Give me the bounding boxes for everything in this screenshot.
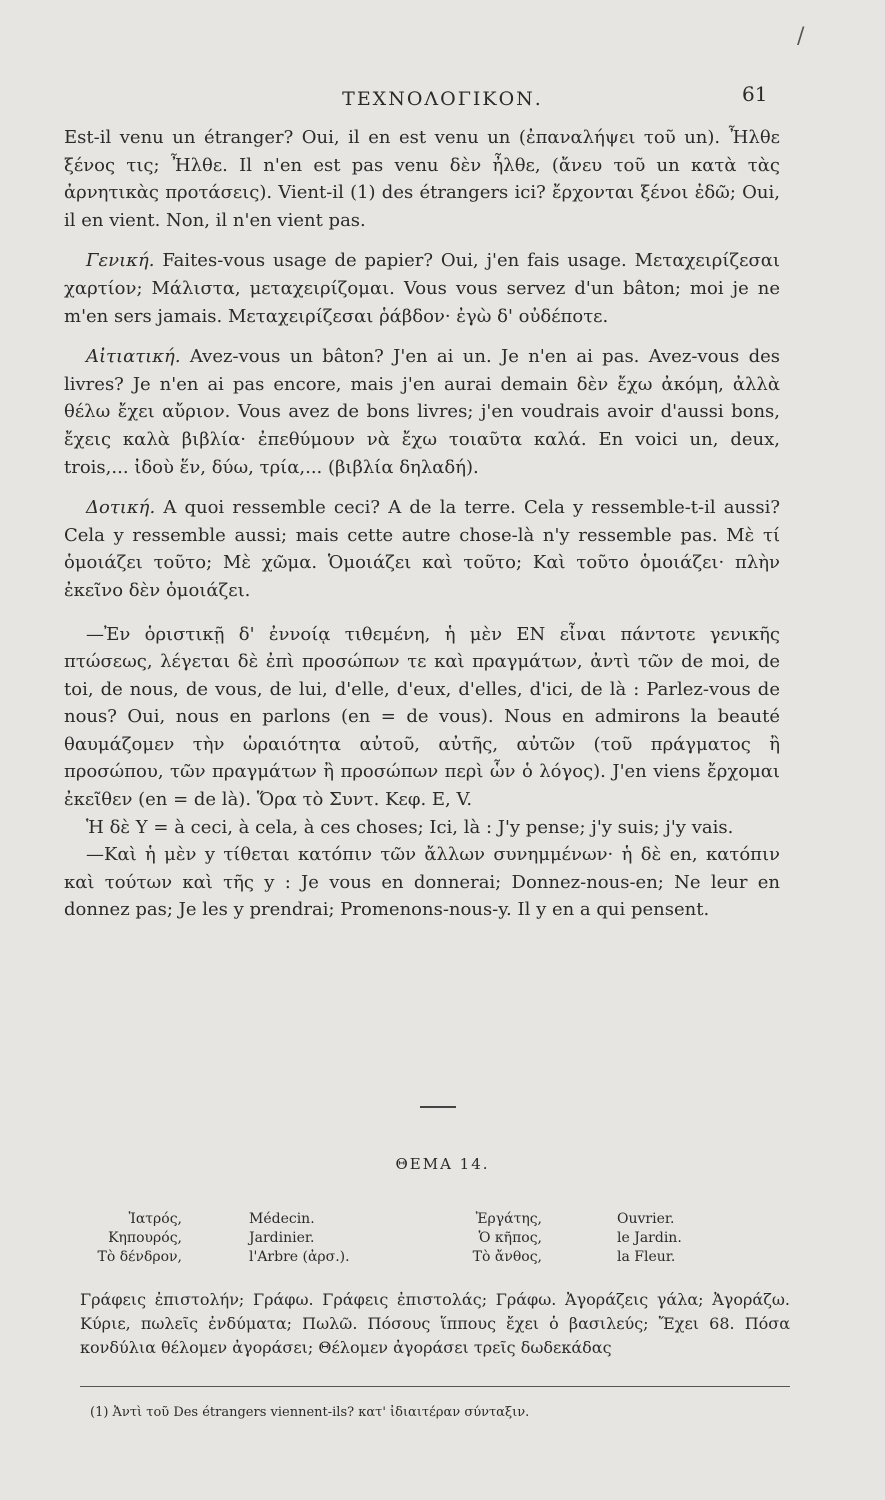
paragraph-1: Est-il venu un étranger? Oui, il en est venu un (ἐπαναλήψει τοῦ un). Ἦλθε ξένος τις; Ἦλθε. Il n'en est pas venu δὲν ἦλθε, (ἄνευ τοῦ un κατὰ τὰς ἀρνητικὰς προτάσεις). Vient-il (1) des étrangers ici? ἔρχονται ξένοι ἐδῶ; Oui, il en vient. Non, il n'en vient pas. [64, 127, 780, 231]
vocab-greek-right [447, 1210, 542, 1267]
vocab-word: Ἐργάτης, [475, 1211, 542, 1227]
paragraph-y-rule: Ἡ δὲ Y = à ceci, à cela, à ces choses; Ici, là : J'y pense; j'y suis; j'y vais. [86, 816, 734, 838]
vocab-word: Ouvrier. [617, 1211, 675, 1227]
paragraph-en-rule: —Ἐν ὁριστικῇ δ' ἐννοίᾳ τιθεμένη, ἡ μὲν EN εἶναι πάντοτε γενικῆς πτώσεως, λέγεται δὲ ἐπὶ προσώπων τε καὶ πραγμάτων, ἀντὶ τῶν de moi, de toi, de nous, de vous, de lui, d'elle, d'eux, d'elles, d'ici, de là : Parlez-vous de nous? Oui, nous en parlons (en = de vous). Nous en admirons la beauté θαυμάζομεν τὴν ὡραιότητα αὐτοῦ, αὐτῆς, αὐτῶν (τοῦ πράγματος ἢ προσώπου, τῶν πραγμάτων ἢ προσώπων περὶ ὧν ὁ λόγος). J'en viens ἔρχομαι ἐκεῖθεν (en = de là). Ὅρα τὸ Συντ. Κεφ. E, V. [64, 623, 780, 811]
case-label-accusative: Αἰτιατική. [86, 346, 181, 368]
vocab-word: la Fleur. [617, 1249, 676, 1265]
vocab-word: Κηπουρός, [108, 1230, 182, 1246]
vocab-french-left [249, 1210, 350, 1267]
paragraph-genitive-text: Faites-vous usage de papier? Oui, j'en fais usage. Μεταχειρίζεσαι χαρτίον; Μάλιστα, μεταχειρίζομαι. Vous vous servez d'un bâton; moi je ne m'en sers jamais. Μεταχειρίζεσαι ῥάβδον· ἐγὼ δ' οὐδέποτε. [64, 250, 780, 327]
vocab-word: Τὸ ἄνθος, [472, 1249, 542, 1265]
paragraph-dative-text: A quoi ressemble ceci? A de la terre. Cela y ressemble-t-il aussi? Cela y ressemble aussi; mais cette autre chose-là n'y ressemble pas. Μὲ τί ὁμοιάζει τοῦτο; Μὲ χῶμα. Ὁμοιάζει καὶ τοῦτο; Καὶ τοῦτο ὁμοιάζει· πλὴν ἐκεῖνο δὲν ὁμοιάζει. [64, 497, 780, 601]
vocab-greek-left [92, 1210, 182, 1267]
case-label-genitive: Γενική. [86, 250, 155, 272]
paragraph-genitive [64, 247, 780, 330]
paragraph-accusative [64, 343, 780, 481]
vocab-word: Ὁ κῆπος, [478, 1230, 542, 1246]
vocab-word: Τὸ δένδρον, [97, 1249, 182, 1265]
vocab-word: le Jardin. [617, 1230, 682, 1246]
vocab-french-right [617, 1210, 682, 1267]
theme-title: ΘΕΜΑ 14. [395, 1155, 490, 1173]
corner-mark: / [797, 24, 805, 49]
vocab-word: Ἰατρός, [128, 1211, 182, 1227]
footnote: (1) Ἀντὶ τοῦ Des étrangers viennent-ils? κατ' ἰδιαιτέραν σύνταξιν. [90, 1405, 530, 1420]
vocab-word: l'Arbre (ἀρσ.). [249, 1249, 350, 1265]
vocab-word: Médecin. [249, 1211, 315, 1227]
running-header-title: ΤΕΧΝΟΛΟΓΙΚΟΝ. [342, 88, 543, 110]
section-divider [420, 1106, 456, 1108]
paragraph-dative [64, 494, 780, 604]
case-label-dative: Δοτική. [86, 497, 156, 519]
paragraph-order-rule: —Καὶ ἡ μὲν y τίθεται κατόπιν τῶν ἄλλων συνημμένων· ἡ δὲ en, κατόπιν καὶ τούτων καὶ τῆς y : Je vous en donnerai; Donnez-nous-en; Ne leur en donnez pas; Je les y prendrai; Promenons-nous-y. Il y en a qui pensent. [64, 844, 780, 921]
page-number: 61 [742, 82, 768, 106]
vocab-word: Jardinier. [249, 1230, 315, 1246]
exercise-text: Γράφεις ἐπιστολήν; Γράφω. Γράφεις ἐπιστολάς; Γράφω. Ἀγοράζεις γάλα; Ἀγοράζω. Κύριε, πωλεῖς ἐνδύματα; Πωλῶ. Πόσους ἵππους ἔχει ὁ βασιλεύς; Ἔχει 68. Πόσα κονδύλια θέλομεν ἀγοράσει; Θέλομεν ἀγοράσει τρεῖς δωδεκάδας [80, 1290, 790, 1357]
main-text [64, 124, 780, 924]
footnote-rule [80, 1386, 790, 1387]
vocabulary-list [92, 1210, 812, 1280]
paragraph-accusative-text: Avez-vous un bâton? J'en ai un. Je n'en ai pas. Avez-vous des livres? Je n'en ai pas encore, mais j'en aurai demain δὲν ἔχω ἀκόμη, ἀλλὰ θέλω ἔχει αὔριον. Vous avez de bons livres; j'en voudrais avoir d'aussi bons, ἔχεις καλὰ βιβλία· ἐπεθύμουν νὰ ἔχω τοιαῦτα καλά. En voici un, deux, trois,... ἰδοὺ ἕν, δύω, τρία,... (βιβλία δηλαδή). [64, 346, 780, 478]
